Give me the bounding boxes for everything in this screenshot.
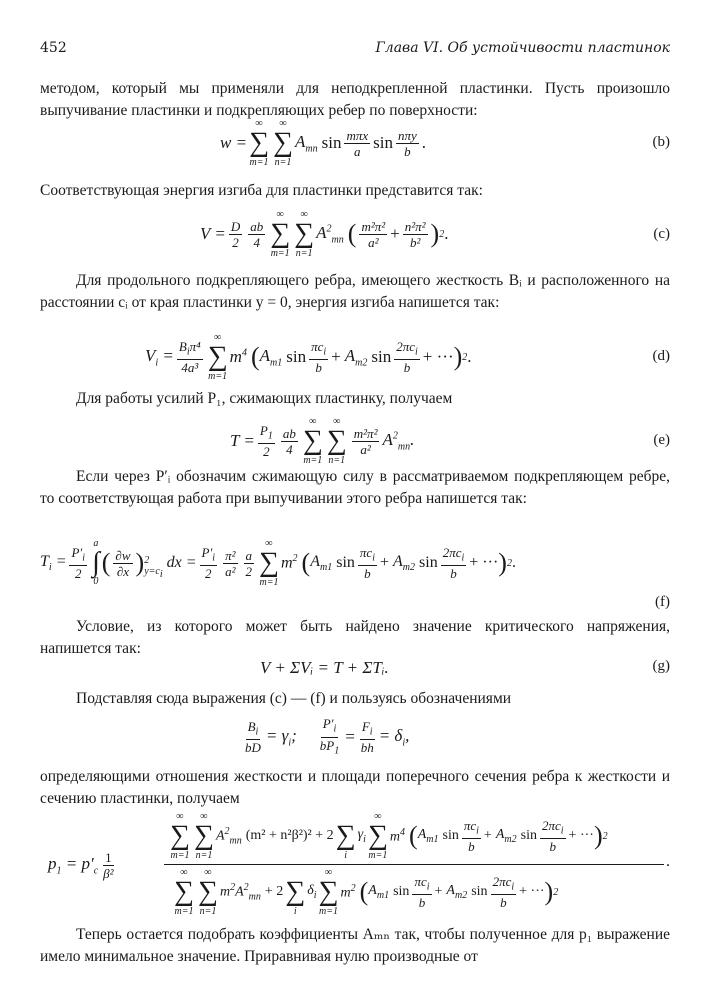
equation-d-formula: $V_i$ = $\frac{B_i\pi^4}{\text{4a³}}$ ∞ ∑ m=1 $m^4$ ( $A_{m1}$ sin $\frac{\pi c_i}{b}$ + $A_{m2}$ sin $\frac{2\pi c_i}{b}$ + ··· ) 2 . — [145, 332, 472, 382]
paragraph-8: определяющими отношения жесткости и площади поперечного сечения ребра к жесткости и сечению пластинки, получаем — [40, 768, 670, 807]
equation-label-f: (f) — [655, 594, 670, 610]
equation-label-b: (b) — [652, 134, 670, 150]
equation-p1-fraction-bar — [164, 864, 664, 865]
equation-e-formula: T = $\frac{P_1}{2}$ $\frac{ab}{4}$ ∞ ∑ m=1 ∞ ∑ n=1 $\frac{\text{m²π²}}{\text{a²}}$ $A^2_{mn}$. — [230, 416, 415, 466]
paragraph-9: Теперь остается подобрать коэффициенты Aₘₙ так, чтобы полученное для p₁ выражение имело минимальное значение. Приравнивая нулю производные от — [40, 926, 670, 965]
notation-definitions — [40, 714, 670, 760]
notation-formula: $\frac{B_i}{bD}$ = $\gamma_i$; $\frac{P'_i}{bP_1}$ = $\frac{F_i}{bh}$ = $\delta_i$, — [245, 715, 410, 757]
paragraph-1: методом, который мы применяли для неподкрепленной пластинки. Пусть произошло выпучивание пластинки и подкрепляющих ребер по поверхности: — [40, 80, 670, 119]
paragraph-3: Для продольного подкрепляющего ребра, имеющего жесткость Bᵢ и расположенного на расстоянии cᵢ от края пластинки y = 0, энергия изгиба напишется так: — [40, 272, 670, 311]
equation-g-formula: V + ΣVᵢ = T + ΣTᵢ. — [260, 658, 389, 677]
equation-d — [40, 330, 670, 384]
page-header — [40, 40, 670, 60]
equation-b-formula: w = ∞ ∑ m=1 ∞ ∑ n=1 $A_{mn}$ sin $\frac{\text{mπx}}{a}$ sin $\frac{\text{nπy}}{b}$ . — [220, 118, 427, 168]
paragraph-5: Если через P′ᵢ обозначим сжимающую силу в рассматриваемом подкрепляющем ребре, то соответствующая работа при выпучивании этого ребра напишется так: — [40, 468, 670, 507]
equation-e — [40, 414, 670, 468]
equation-g — [40, 656, 670, 680]
equation-f — [40, 532, 670, 618]
equation-c — [40, 208, 670, 260]
equation-label-g: (g) — [652, 658, 670, 674]
equation-p1-denominator: ∞ ∑ m=1 ∞ ∑ n=1 $m^2A^2_{mn}$ + 2 ∑ i $\delta_i$ ∞ ∑ m=1 $m^2$ ( $A_{m1}$ sin $\frac{\pi c_i}{b}$ + $A_{m2}$ sin $\frac{2\pi c_i}{b}$ + ··· ) 2 — [174, 867, 559, 917]
equation-b — [40, 118, 670, 168]
paragraph-4: Для работы усилий P₁, сжимающих пластинку, получаем — [76, 390, 453, 407]
paragraph-7: Подставляя сюда выражения (c) — (f) и пользуясь обозначениями — [76, 690, 512, 707]
equation-c-formula: V = $\frac{D}{2}$ $\frac{ab}{4}$ ∞ ∑ m=1 ∞ ∑ n=1 $A^2_{mn}$ ( $\frac{\text{m²π²}}{\text{a²}}$ + $\frac{\text{n²π²}}{\text{b²}}$ ) 2 . — [200, 209, 449, 259]
paragraph-2: Соответствующая энергия изгиба для пластинки представится так: — [40, 182, 483, 199]
equation-p1 — [40, 812, 670, 920]
equation-label-c: (c) — [653, 226, 670, 242]
chapter-title: Глава VI. Об устойчивости пластинок — [375, 40, 670, 56]
equation-p1-numerator: ∞ ∑ m=1 ∞ ∑ n=1 $A^2_{mn}$ (m² + n²β²)² + 2 ∑ i $\gamma_i$ ∞ ∑ m=1 $m^4$ ( $A_{m1}$ sin $\frac{\pi c_i}{b}$ + $A_{m2}$ sin $\frac{2\pi c_i}{b}$ + ··· ) 2 — [170, 811, 608, 861]
equation-f-formula: $T_i$ = $\frac{P'_i}{2}$ a ∫ 0 ( $\frac{\partial w}{\partial x}$ ) 2 $y=c_i$ dx = $\frac{P'_i}{2}$ $\frac{\text{π²}}{\text{a²}}$ $\frac{a}{2}$ ∞ ∑ m=1 $m^2$ ( $A_{m1}$ sin $\frac{\pi c_i}{b}$ + $A_{m2}$ sin $\frac{2\pi c_i}{b}$ + ··· ) 2 . — [40, 538, 516, 588]
page-number: 452 — [40, 40, 67, 56]
equation-label-e: (e) — [653, 432, 670, 448]
equation-label-d: (d) — [652, 348, 670, 364]
paragraph-6: Условие, из которого может быть найдено значение критического напряжения, напишется так: — [40, 618, 670, 657]
equation-p1-period: . — [666, 853, 670, 870]
equation-p1-lhs: $p_1 = p'_c$ $\frac{1}{\text{β²}}$ — [48, 849, 114, 881]
